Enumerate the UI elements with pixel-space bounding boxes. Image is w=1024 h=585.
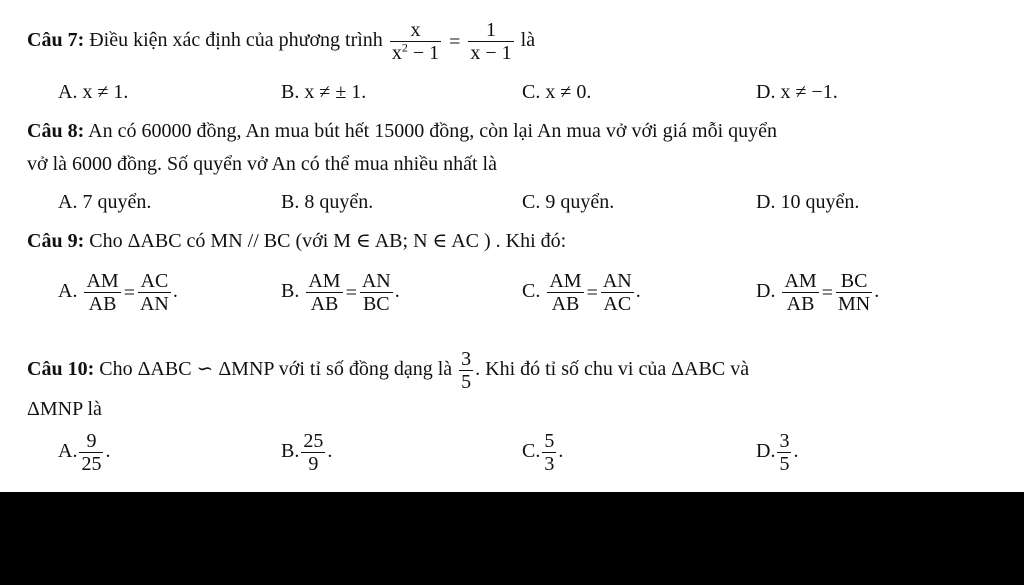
fraction-rhs-numerator: 1 [468, 19, 513, 42]
question-7-suffix: là [520, 29, 536, 52]
q7-option-b: B. x ≠ ± 1. [281, 81, 367, 103]
question-9-label: Câu 9: [27, 230, 85, 252]
fraction-rhs-denominator: x − 1 [470, 42, 512, 64]
question-8-line-2: vở là 6000 đồng. Số quyển vở An có thể mua nhiều nhất là [27, 153, 497, 175]
fraction-lhs-denominator: $x^2 - 1$ [391, 40, 440, 64]
question-9 [27, 229, 566, 253]
fraction-rhs [468, 19, 513, 64]
q9-option-c: C. $\frac{AM}{AB}$ = $\frac{AN}{AC}$ . [522, 270, 641, 315]
question-9-text: Cho ΔABC có MN // BC (với M ∈ AB; N ∈ AC ) . Khi đó: [89, 230, 567, 252]
question-10-label: Câu 10: [27, 358, 95, 381]
question-10 [27, 348, 749, 393]
q8-option-a: A. 7 quyển. [58, 191, 152, 213]
q10-option-b: B. $\frac{25}{9}$ . [281, 430, 333, 475]
question-7-label: Câu 7: [27, 29, 85, 52]
q9-option-b: B. $\frac{AM}{AB}$ = $\frac{AN}{BC}$ . [281, 270, 400, 315]
question-7-text: Điều kiện xác định của phương trình [89, 29, 383, 52]
q10-option-a: A. $\frac{9}{25}$ . [58, 430, 111, 475]
q9-option-a: A. $\frac{AM}{AB}$ = $\frac{AC}{AN}$ . [58, 270, 178, 315]
question-10-text-1: Cho ΔABC ∽ ΔMNP với tỉ số đồng dạng là [99, 358, 453, 381]
q10-option-d: D. $\frac{3}{5}$ . [756, 430, 799, 475]
q9-option-d: D. $\frac{AM}{AB}$ = $\frac{BC}{MN}$ . [756, 270, 880, 315]
question-8-label: Câu 8: [27, 120, 85, 142]
question-8-line-1: An có 60000 đồng, An mua bút hết 15000 đồng, còn lại An mua vở với giá mỗi quyển [88, 120, 777, 142]
q7-option-d: D. x ≠ −1. [756, 81, 838, 103]
q8-option-c: C. 9 quyển. [522, 191, 615, 213]
fraction-lhs-numerator: x [390, 19, 441, 42]
q10-option-c: C. $\frac{5}{3}$ . [522, 430, 564, 475]
q7-option-c: C. x ≠ 0. [522, 81, 592, 103]
fraction-lhs [390, 19, 441, 64]
question-7 [27, 19, 535, 64]
question-8 [27, 119, 777, 143]
question-10-text-2: . Khi đó tỉ số chu vi của ΔABC và [475, 358, 750, 381]
q8-option-b: B. 8 quyển. [281, 191, 374, 213]
q7-option-a: A. x ≠ 1. [58, 81, 129, 103]
equals-sign: = [449, 30, 461, 53]
q8-option-d: D. 10 quyển. [756, 191, 860, 213]
similarity-ratio: $\frac{3}{5}$ [461, 348, 472, 393]
question-10-line-2: ΔMNP là [27, 398, 102, 420]
